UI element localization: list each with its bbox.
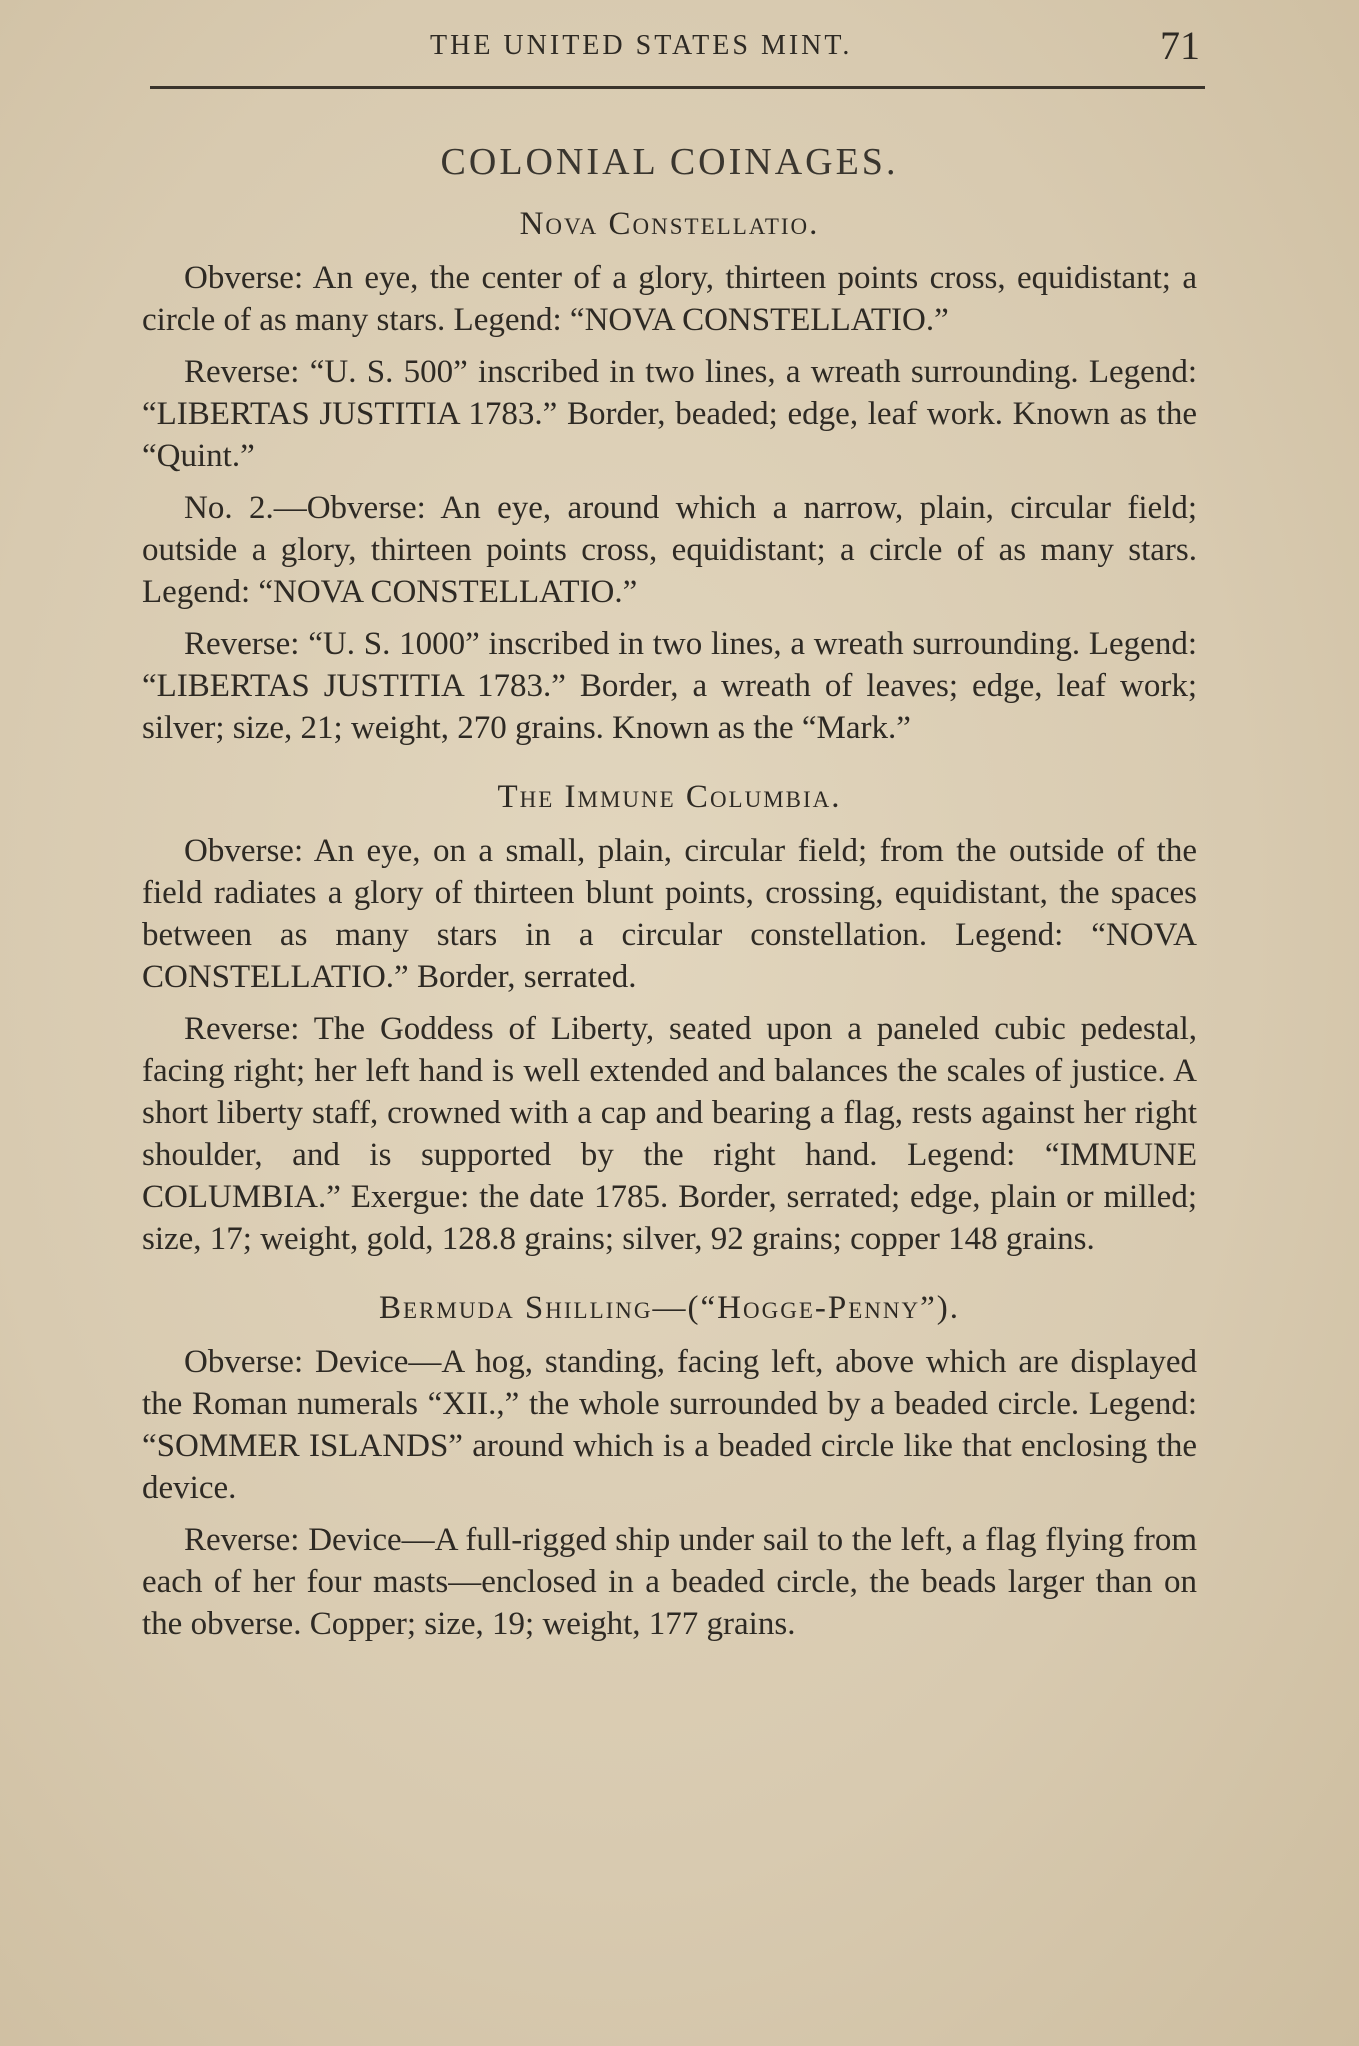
paragraph: Obverse: Device—A hog, standing, facing left, above which are displayed the Roman numerals “XII.,” the whole surrounded by a beaded circle. Legend: “SOMMER ISLANDS” around which is a beaded circle like that enclosing the device. [142,1344,1197,1506]
page-content [142,140,1197,1655]
section-heading: Bermuda Shilling—(“Hogge-Penny”). [379,1290,960,1326]
running-head: THE UNITED STATES MINT. [430,30,853,61]
paragraph: Reverse: “U. S. 1000” inscribed in two lines, a wreath surrounding. Legend: “LIBERTAS JUSTITIA 1783.” Border, a wreath of leaves; edge, leaf work; silver; size, 21; weight, 270 grains. Known as the “Mark.” [142,626,1197,746]
paragraph: Reverse: The Goddess of Liberty, seated upon a paneled cubic pedestal, facing right; her left hand is well extended and balances the scales of justice. A short liberty staff, crowned with a cap and bearing a flag, rests against her right shoulder, and is supported by the right hand. Legend: “IMMUNE COLUMBIA.” Exergue: the date 1785. Border, serrated; edge, plain or milled; size, 17; weight, gold, 128.8 grains; silver, 92 grains; copper 148 grains. [142,1011,1197,1257]
paragraph: Obverse: An eye, on a small, plain, circular field; from the outside of the field radiates a glory of thirteen blunt points, crossing, equidistant, the spaces between as many stars in a circular constellation. Legend: “NOVA CONSTELLATIO.” Border, serrated. [142,833,1197,995]
chapter-title: COLONIAL COINAGES. [440,141,899,183]
section-heading: The Immune Columbia. [497,779,842,815]
paragraph: No. 2.—Obverse: An eye, around which a narrow, plain, circular field; outside a glory, thirteen points cross, equidistant; a circle of as many stars. Legend: “NOVA CONSTELLATIO.” [142,490,1197,610]
header-rule [150,86,1205,89]
paragraph: Reverse: Device—A full-rigged ship under sail to the left, a flag flying from each of her four masts—enclosed in a beaded circle, the beads larger than on the obverse. Copper; size, 19; weight, 177 grains. [142,1522,1197,1642]
page-number: 71 [1160,23,1200,68]
paragraph: Reverse: “U. S. 500” inscribed in two lines, a wreath surrounding. Legend: “LIBERTAS JUSTITIA 1783.” Border, beaded; edge, leaf work. Known as the “Quint.” [142,354,1197,474]
paragraph: Obverse: An eye, the center of a glory, thirteen points cross, equidistant; a circle of as many stars. Legend: “NOVA CONSTELLATIO.” [142,260,1197,338]
section-heading: Nova Constellatio. [519,206,820,242]
